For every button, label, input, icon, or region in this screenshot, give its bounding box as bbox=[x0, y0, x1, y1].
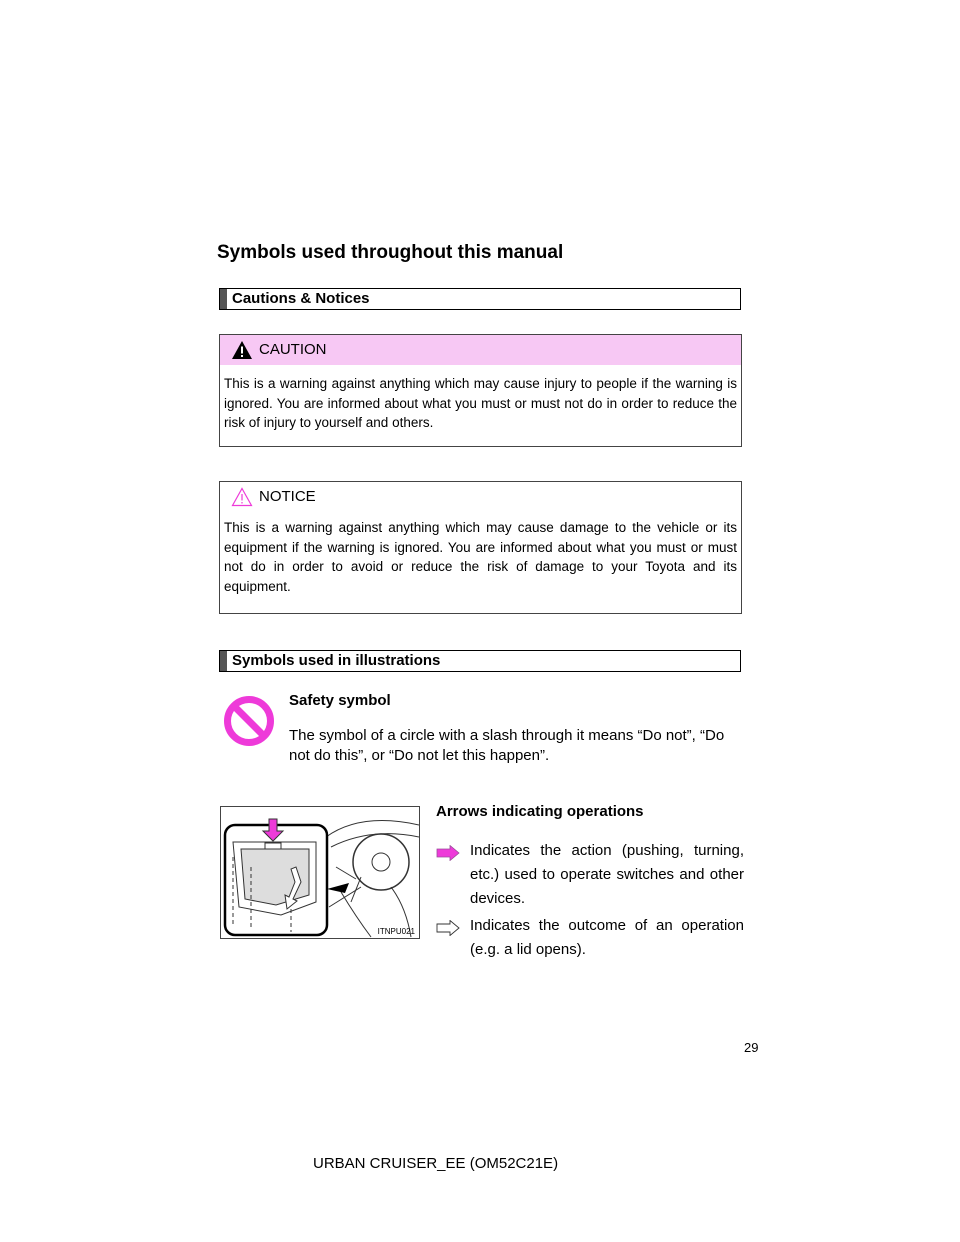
subheading-label: Cautions & Notices bbox=[232, 290, 370, 307]
glovebox-illustration bbox=[220, 806, 420, 939]
outcome-arrow-text: Indicates the outcome of an operation (e.g. a lid opens). bbox=[470, 917, 744, 958]
dashboard-drawing bbox=[221, 807, 419, 938]
subheading-label: Symbols used in illustrations bbox=[232, 652, 441, 669]
safety-symbol-title: Safety symbol bbox=[289, 692, 391, 709]
notice-label: NOTICE bbox=[259, 488, 316, 505]
action-arrow-text: Indicates the action (pushing, turning, etc.) used to operate switches and other devices. bbox=[470, 842, 744, 907]
action-arrow-icon bbox=[436, 845, 460, 861]
notice-triangle-icon bbox=[231, 487, 253, 507]
section-title: Symbols used throughout this manual bbox=[217, 242, 564, 263]
subheading-cautions-notices bbox=[219, 288, 741, 310]
caution-box bbox=[219, 334, 742, 447]
caution-header bbox=[220, 335, 741, 365]
outcome-arrow-icon bbox=[436, 920, 460, 936]
notice-header bbox=[220, 482, 741, 512]
page-number: 29 bbox=[744, 1040, 759, 1055]
footer-model-code: URBAN CRUISER_EE (OM52C21E) bbox=[313, 1155, 559, 1172]
subheading-bar bbox=[220, 289, 227, 309]
caution-text: This is a warning against anything which may cause injury to people if the warning is ignored. You are informed about what you must or must not do in order to reduce the risk of injury to yourself and others. bbox=[224, 376, 737, 430]
notice-text: This is a warning against anything which may cause damage to the vehicle or its equipment if the warning is ignored. You are informed about what you must or must not do in order to avoid or reduce the risk of damage to your Toyota and its equipment. bbox=[224, 520, 737, 594]
image-code: ITNPU021 bbox=[377, 927, 415, 936]
notice-box bbox=[219, 481, 742, 614]
prohibition-icon bbox=[223, 695, 275, 747]
subheading-symbols-illustrations bbox=[219, 650, 741, 672]
caution-label: CAUTION bbox=[259, 341, 327, 358]
subheading-bar bbox=[220, 651, 227, 671]
warning-triangle-icon bbox=[231, 340, 253, 360]
arrows-title: Arrows indicating operations bbox=[436, 803, 644, 820]
safety-symbol-description: The symbol of a circle with a slash through it means “Do not”, “Do not do this”, or “Do not let this happen”. bbox=[289, 727, 725, 764]
